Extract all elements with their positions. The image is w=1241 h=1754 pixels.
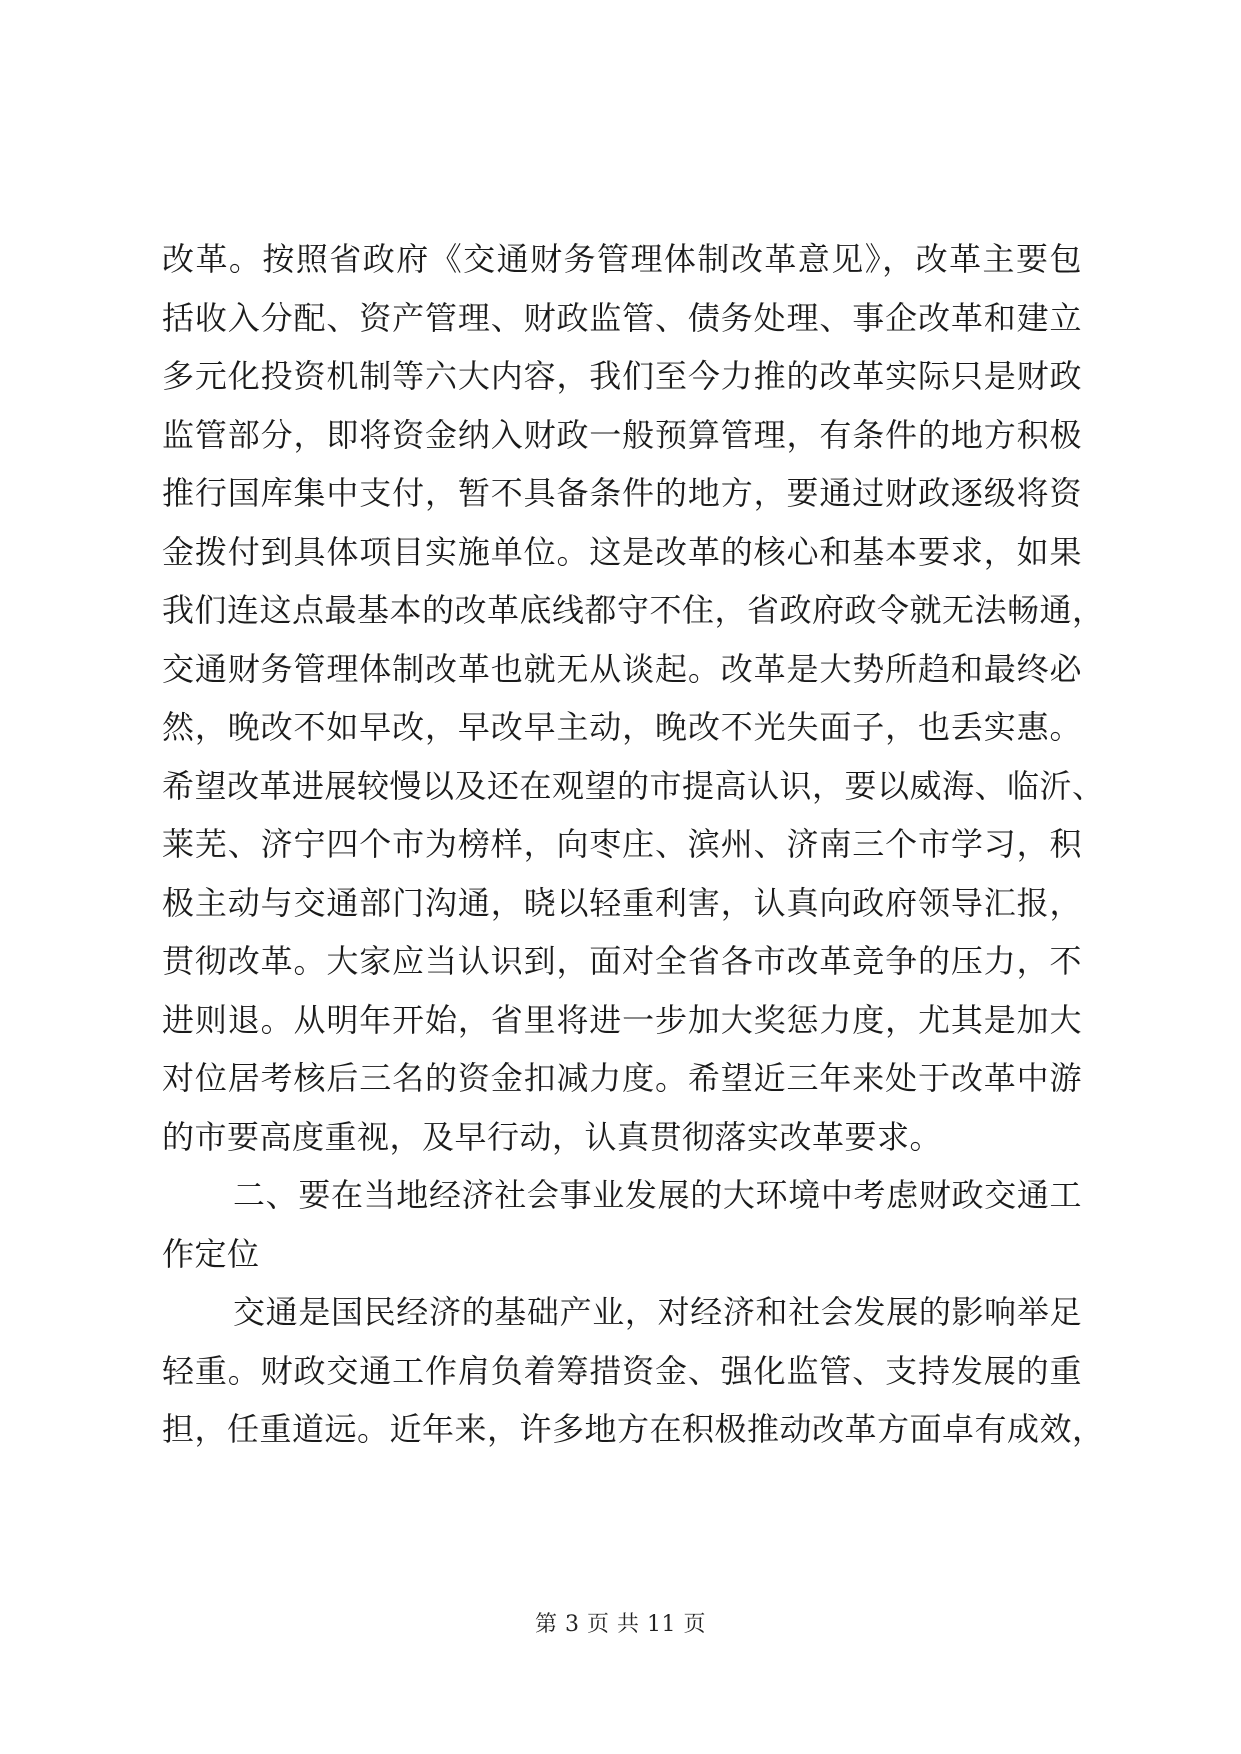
text-line: 监管部分，即将资金纳入财政一般预算管理，有条件的地方积极 (162, 415, 1082, 454)
text-line: 括收入分配、资产管理、财政监管、债务处理、事企改革和建立 (162, 298, 1082, 337)
page-number-footer: 第 3 页 共 11 页 (535, 1612, 706, 1637)
section-heading-line: 作定位 (162, 1234, 260, 1273)
text-line: 的市要高度重视，及早行动，认真贯彻落实改革要求。 (162, 1117, 943, 1156)
document-body (162, 230, 1105, 1459)
text-line: 改革。按照省政府《交通财务管理体制改革意见》，改革主要包 (162, 240, 1082, 278)
text-line: 担，任重道远。近年来，许多地方在积极推动改革方面卓有成效， (162, 1410, 1105, 1448)
text-line: 然，晚改不如早改，早改早主动，晚改不光失面子，也丢实惠。 (162, 708, 1082, 746)
text-line: 对位居考核后三名的资金扣减力度。希望近三年来处于改革中游 (162, 1059, 1082, 1097)
text-line: 莱芜、济宁四个市为榜样，向枣庄、滨州、济南三个市学习，积 (162, 825, 1082, 863)
text-line: 希望改革进展较慢以及还在观望的市提高认识，要以威海、临沂、 (162, 766, 1105, 805)
text-line: 交通财务管理体制改革也就无从谈起。改革是大势所趋和最终必 (162, 649, 1082, 688)
text-line: 多元化投资机制等六大内容，我们至今力推的改革实际只是财政 (162, 357, 1082, 395)
text-line: 交通是国民经济的基础产业，对经济和社会发展的影响举足 (233, 1293, 1082, 1331)
text-line: 极主动与交通部门沟通，晓以轻重利害，认真向政府领导汇报， (162, 883, 1082, 922)
text-line: 金拨付到具体项目实施单位。这是改革的核心和基本要求，如果 (162, 532, 1082, 571)
text-line: 贯彻改革。大家应当认识到，面对全省各市改革竞争的压力，不 (162, 942, 1082, 980)
section-heading-line: 二、要在当地经济社会事业发展的大环境中考虑财政交通工 (233, 1176, 1082, 1214)
text-line: 推行国库集中支付，暂不具备条件的地方，要通过财政逐级将资 (162, 474, 1082, 512)
text-line: 轻重。财政交通工作肩负着筹措资金、强化监管、支持发展的重 (162, 1351, 1082, 1390)
text-line: 进则退。从明年开始，省里将进一步加大奖惩力度，尤其是加大 (162, 1000, 1082, 1039)
text-line: 我们连这点最基本的改革底线都守不住，省政府政令就无法畅通， (162, 591, 1105, 629)
